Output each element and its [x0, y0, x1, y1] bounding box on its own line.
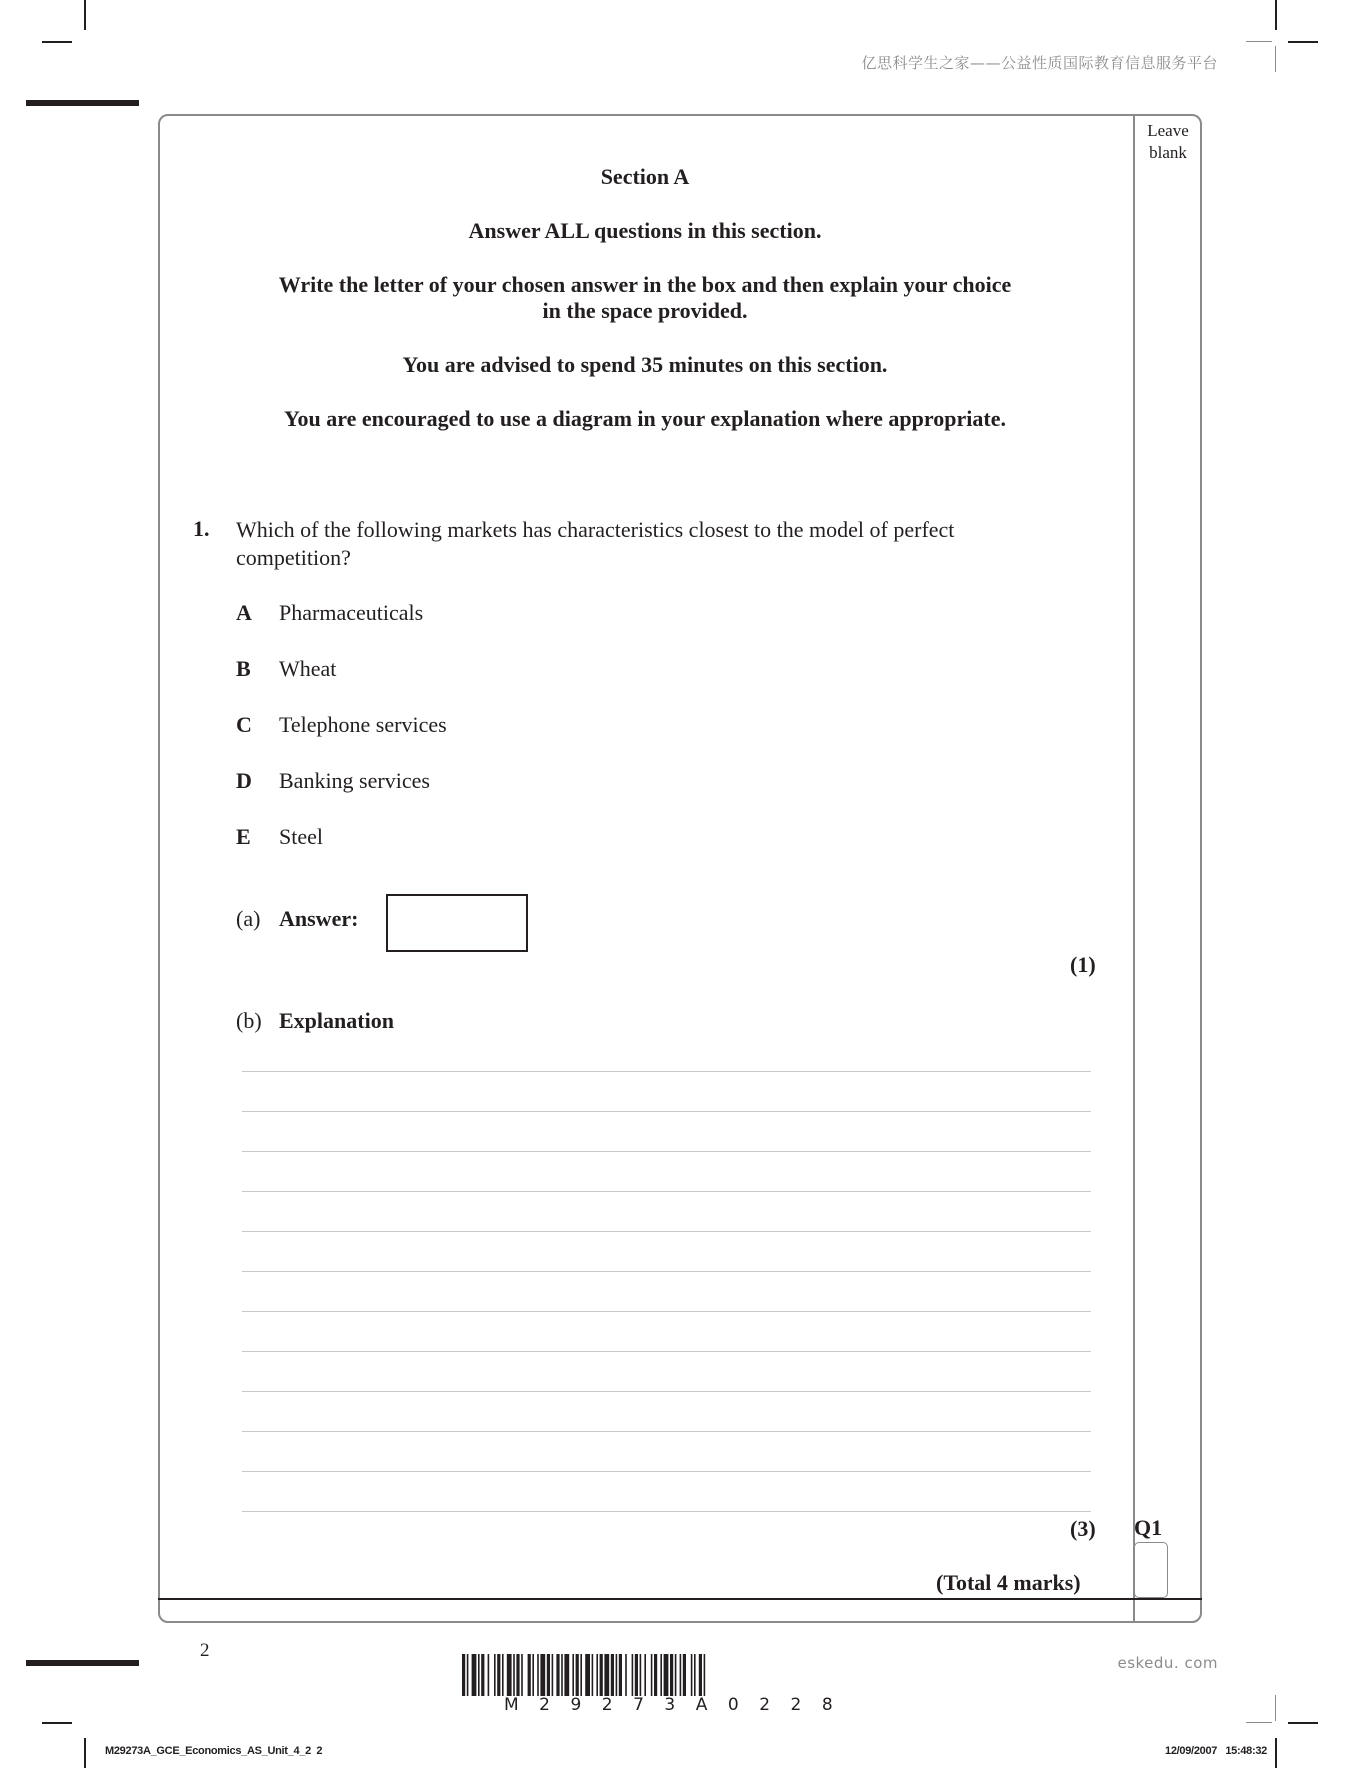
page-frame	[158, 114, 1202, 1623]
crop-mark	[1288, 1722, 1318, 1724]
barcode-bar	[472, 1654, 477, 1696]
instruction-write-letter-cont: in the space provided.	[542, 298, 748, 323]
barcode-bar	[478, 1654, 480, 1696]
instruction-answer-all: Answer ALL questions in this section.	[468, 218, 822, 243]
barcode-bar	[654, 1654, 657, 1696]
barcode-bar	[502, 1654, 504, 1696]
margin-divider	[1133, 115, 1135, 1622]
leave-blank-label: Leave blank	[1147, 121, 1189, 162]
crop-mark	[42, 1722, 72, 1724]
answer-line[interactable]	[242, 1431, 1091, 1432]
option-text: Pharmaceuticals	[279, 600, 424, 625]
part-b-marks: (3)	[1070, 1516, 1096, 1541]
barcode-bar	[680, 1654, 682, 1696]
crop-mark	[84, 1738, 86, 1768]
option-letter: A	[236, 600, 252, 625]
crop-mark	[1275, 1695, 1276, 1721]
barcode-bar	[497, 1654, 500, 1696]
barcode-bar	[675, 1654, 677, 1696]
barcode-bar	[616, 1654, 618, 1696]
part-a-title: Answer:	[279, 906, 359, 931]
examiner-mark-box	[1134, 1542, 1168, 1598]
option-text: Banking services	[279, 768, 430, 793]
registration-bar	[26, 100, 139, 106]
answer-line[interactable]	[242, 1191, 1091, 1192]
answer-line[interactable]	[242, 1511, 1091, 1512]
barcode-bar	[521, 1654, 523, 1696]
barcode	[462, 1654, 894, 1696]
barcode-bar	[556, 1654, 559, 1696]
option-text: Steel	[279, 824, 323, 849]
option-letter: B	[236, 656, 251, 681]
barcode-bar	[694, 1654, 696, 1696]
margin-question-label: Q1	[1134, 1515, 1163, 1540]
crop-mark	[1275, 0, 1277, 30]
barcode-bar	[488, 1654, 490, 1696]
barcode-bar	[513, 1654, 515, 1696]
option-letter: C	[236, 712, 252, 737]
answer-box[interactable]	[386, 894, 528, 952]
barcode-bar	[462, 1654, 465, 1696]
barcode-bar	[691, 1654, 693, 1696]
barcode-bar	[600, 1654, 603, 1696]
barcode-bar	[704, 1654, 706, 1696]
barcode-bar	[576, 1654, 579, 1696]
barcode-bar	[481, 1654, 484, 1696]
question-text-cont: competition?	[236, 545, 351, 570]
crop-mark	[84, 0, 86, 30]
answer-line[interactable]	[242, 1071, 1091, 1072]
crop-mark	[1246, 41, 1272, 42]
answer-line[interactable]	[242, 1311, 1091, 1312]
barcode-bar	[651, 1654, 653, 1696]
barcode-bar	[561, 1654, 563, 1696]
instruction-diagram: You are encouraged to use a diagram in your explanation where appropriate.	[284, 406, 1006, 431]
answer-line[interactable]	[242, 1271, 1091, 1272]
footer-timestamp: 12/09/2007 15:48:32	[1165, 1745, 1267, 1757]
barcode-bar	[625, 1654, 627, 1696]
footer-file-name: M29273A_GCE_Economics_AS_Unit_4_2 2	[105, 1745, 323, 1757]
barcode-bar	[635, 1654, 638, 1696]
barcode-bar	[467, 1654, 469, 1696]
barcode-bar	[619, 1654, 622, 1696]
answer-line[interactable]	[242, 1231, 1091, 1232]
barcode-bar	[611, 1654, 614, 1696]
barcode-bar	[596, 1654, 598, 1696]
part-a-label: (a)	[236, 906, 261, 931]
barcode-bar	[660, 1654, 662, 1696]
answer-line[interactable]	[242, 1111, 1091, 1112]
barcode-bar	[564, 1654, 569, 1696]
option-letter: D	[236, 768, 252, 793]
answer-line[interactable]	[242, 1471, 1091, 1472]
answer-line[interactable]	[242, 1391, 1091, 1392]
barcode-bar	[644, 1654, 646, 1696]
barcode-bar	[580, 1654, 582, 1696]
barcode-bar	[516, 1654, 519, 1696]
barcode-bar	[532, 1654, 534, 1696]
barcode-bar	[683, 1654, 686, 1696]
barcode-bar	[547, 1654, 550, 1696]
barcode-bar	[507, 1654, 512, 1696]
barcode-bar	[540, 1654, 545, 1696]
barcode-bar	[537, 1654, 539, 1696]
barcode-bar	[572, 1654, 574, 1696]
crop-mark	[1275, 46, 1276, 72]
option-letter: E	[236, 824, 251, 849]
barcode-bar	[494, 1654, 496, 1696]
barcode-bar	[604, 1654, 609, 1696]
part-a-marks: (1)	[1070, 952, 1096, 977]
page-number: 2	[200, 1640, 210, 1661]
barcode-bar	[664, 1654, 669, 1696]
part-b-label: (b)	[236, 1008, 262, 1033]
instruction-time: You are advised to spend 35 minutes on this section.	[402, 352, 888, 377]
crop-mark	[1275, 1738, 1277, 1768]
header-watermark: 亿思科学生之家——公益性质国际教育信息服务平台	[861, 54, 1218, 72]
barcode-bar	[670, 1654, 673, 1696]
instruction-write-letter: Write the letter of your chosen answer in the box and then explain your choice	[278, 272, 1012, 297]
barcode-bar	[585, 1654, 590, 1696]
footer-watermark: eskedu. com	[1117, 1654, 1218, 1672]
barcode-bar	[640, 1654, 642, 1696]
frame-bottom-rule	[158, 1598, 1202, 1600]
registration-bar	[26, 1660, 139, 1666]
barcode-bar	[592, 1654, 594, 1696]
barcode-bar	[699, 1654, 702, 1696]
barcode-bar	[632, 1654, 634, 1696]
section-title: Section A	[600, 164, 690, 189]
question-text: Which of the following markets has characteristics closest to the model of perfect	[236, 517, 955, 542]
answer-line[interactable]	[242, 1351, 1091, 1352]
barcode-bar	[528, 1654, 531, 1696]
crop-mark	[42, 41, 72, 43]
barcode-text: M29273A0228	[504, 1695, 854, 1715]
crop-mark	[1246, 1722, 1272, 1723]
option-text: Wheat	[279, 656, 337, 681]
crop-mark	[1288, 41, 1318, 43]
total-marks: (Total 4 marks)	[936, 1570, 1081, 1595]
part-b-title: Explanation	[279, 1008, 394, 1033]
answer-line[interactable]	[242, 1151, 1091, 1152]
barcode-bar	[552, 1654, 554, 1696]
option-text: Telephone services	[279, 712, 447, 737]
question-number: 1.	[193, 516, 210, 541]
